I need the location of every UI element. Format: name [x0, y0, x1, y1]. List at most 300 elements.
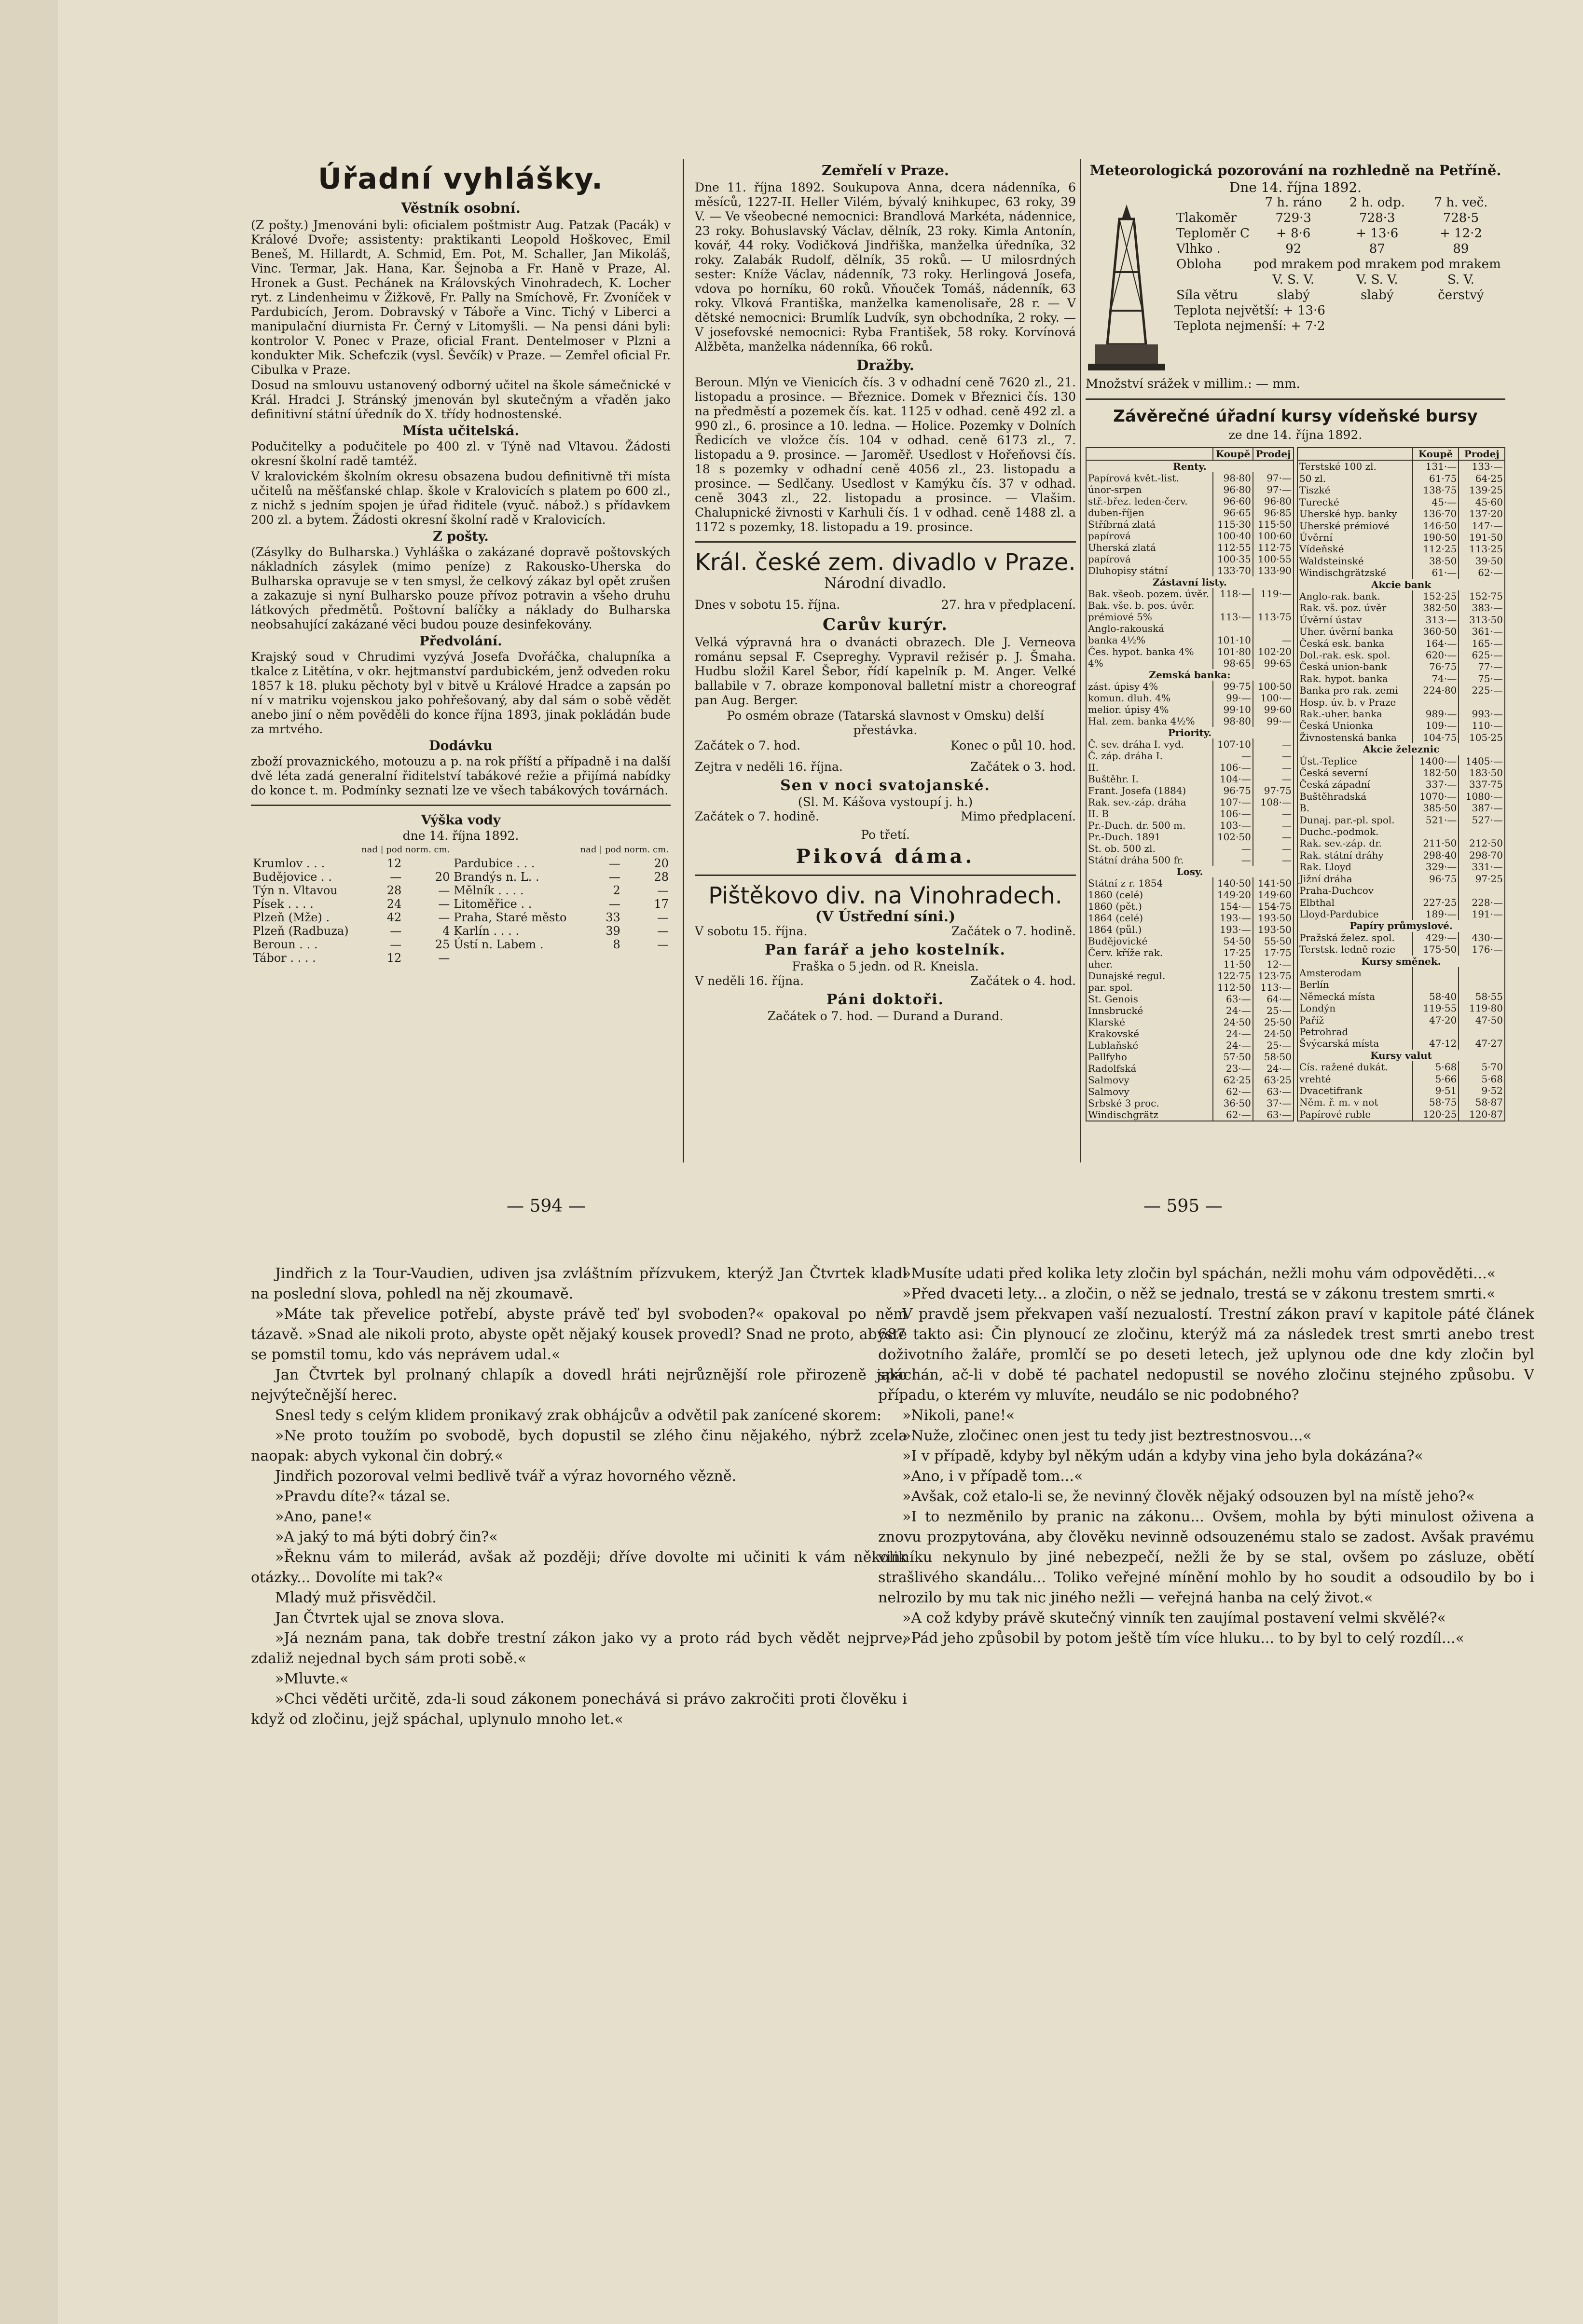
divider	[251, 805, 671, 806]
security-name: Terstsk. ledně rozie	[1299, 943, 1396, 956]
sell-price: 123·75	[1253, 970, 1294, 982]
security-name: Amsterodam	[1299, 967, 1362, 979]
story-paragraph: »Řeknu vám to milerád, avšak až později; dříve dovolte mi učiniti k vám několik otázky... Dovolíte mi tak?«	[251, 1549, 907, 1586]
sell-price: 100·60	[1253, 530, 1294, 542]
security-name: Uherské hyp. banky	[1299, 508, 1397, 520]
bourse-row	[1297, 602, 1505, 614]
bourse-row	[1297, 649, 1505, 661]
sell-price: 165·—	[1459, 638, 1505, 649]
security-name: banka 4½%	[1088, 634, 1146, 646]
sell-price: —	[1253, 854, 1294, 866]
story-paragraph: Jan Čtvrtek ujal se znova slova.	[275, 1610, 505, 1627]
station-name: Brandýs n. L. .	[454, 870, 539, 884]
bourse-date: ze dne 14. října 1892.	[1228, 428, 1363, 442]
story-paragraph: »Před dvaceti lety... a zločin, o něž se jednalo, trestá se v zákonu trestem smrti.«	[902, 1285, 1496, 1302]
level-above: 8	[613, 938, 620, 951]
bourse-row	[1086, 704, 1294, 715]
level-above: 24	[386, 897, 402, 911]
station-name	[452, 951, 574, 965]
buy-price: 182·50	[1413, 767, 1459, 779]
sell-price: 58·87	[1459, 1096, 1505, 1108]
buy-price: 385·50	[1413, 802, 1459, 814]
story-paragraph: V pravdě jsem překvapen vaší nezualostí. Trestní zákon praví v kapitole páté článek 687 takto asi: Čin plynoucí ze zločinu, kterýž má za následek trest smrti anebo trest doživotního žaláře, promlčí se po deseti letech, jež uplynou ode dne kdy zločin byl spáchán, ač-li v době té pachatel nedopustil se nového zločinu stejného způsobu. V případu, o kterém vy mluvíte, neudálo se nic podobného?	[878, 1306, 1534, 1404]
security-name: Innsbrucké	[1088, 1005, 1143, 1016]
bourse-row	[1086, 993, 1294, 1005]
security-name: Elbthal	[1299, 896, 1335, 908]
meteo-value: 87	[1369, 242, 1385, 256]
sell-price: 9·52	[1459, 1085, 1505, 1096]
teaching-posts-heading: Místa učitelská.	[402, 424, 519, 438]
play-description: Fraška o 5 jedn. od R. Kneisla.	[792, 959, 979, 973]
bourse-row	[1086, 935, 1294, 947]
bourse-row	[1086, 982, 1294, 993]
bourse-row	[1297, 460, 1505, 472]
page-number-right: — 595 —	[1143, 1196, 1223, 1216]
security-name: Petrohrad	[1299, 1025, 1349, 1038]
vestnik-heading: Věstník osobní.	[401, 200, 521, 216]
buy-price: —	[1213, 854, 1253, 866]
sell-price: 383·—	[1459, 602, 1505, 614]
security-name: Rak.-uher. banka	[1299, 708, 1383, 720]
buy-price: 107·—	[1213, 796, 1253, 808]
bourse-category: Priority.	[1168, 727, 1212, 738]
level-below: —	[657, 924, 669, 938]
buy-price: 104·—	[1213, 773, 1253, 785]
security-name: 1860 (celé)	[1088, 889, 1143, 901]
bourse-row	[1086, 750, 1294, 762]
sell-price: —	[1253, 634, 1294, 646]
buy-price: 101·10	[1213, 634, 1253, 646]
bourse-row	[1086, 912, 1294, 924]
buy-price: 1400·—	[1413, 755, 1459, 767]
bourse-row	[1086, 877, 1294, 889]
buy-price: 101·80	[1213, 646, 1253, 657]
start-time: Začátek o 7. hod.	[695, 738, 801, 752]
buy-price: 100·35	[1213, 553, 1253, 565]
story-paragraph: Mladý muž přisvědčil.	[275, 1589, 437, 1606]
bourse-row	[1297, 743, 1505, 755]
sell-price: 63·—	[1253, 1109, 1294, 1121]
bourse-row	[1297, 1073, 1505, 1085]
water-level-row	[251, 924, 671, 938]
bourse-row	[1086, 1005, 1294, 1016]
buy-price: 36·50	[1213, 1097, 1253, 1109]
column-rule	[1080, 159, 1081, 1162]
buy-price: 329·—	[1413, 861, 1459, 873]
sell-price: 75·—	[1459, 673, 1505, 684]
meteo-colhead: 2 h. odp.	[1349, 195, 1405, 210]
bourse-row	[1297, 661, 1505, 672]
bourse-row	[1086, 901, 1294, 912]
level-above: —	[608, 897, 620, 911]
sell-price: 137·20	[1459, 508, 1505, 519]
bourse-row	[1086, 854, 1294, 866]
bourse-category: Kursy směnek.	[1361, 955, 1441, 967]
security-name: Rak. státní dráhy	[1299, 849, 1384, 861]
sell-price: 25·—	[1253, 1005, 1294, 1016]
security-name: Úvěrní ústav	[1299, 614, 1362, 626]
sell-price: 625·—	[1459, 649, 1505, 661]
story-paragraph: Snesl tedy s celým klidem pronikavý zrak obhájcův a odvětil pak zanícené skorem:	[275, 1407, 882, 1424]
show-date: V sobotu 15. října.	[695, 924, 808, 938]
bourse-row	[1297, 956, 1505, 967]
security-name: Státní dráha 500 fr.	[1088, 854, 1184, 866]
sell-price: 97·25	[1459, 873, 1505, 885]
security-name: Cís. ražené dukát.	[1299, 1061, 1388, 1073]
buy-price: 521·—	[1413, 814, 1459, 826]
buy-price: 122·75	[1213, 970, 1253, 982]
security-name: Pr.-Duch. 1891	[1088, 831, 1161, 843]
meteo-row	[1174, 241, 1503, 257]
buy-price: 149·20	[1213, 889, 1253, 901]
bourse-row	[1297, 1096, 1505, 1108]
security-name: Dol.-rak. esk. spol.	[1299, 649, 1390, 661]
security-name: St. Genois	[1088, 993, 1138, 1005]
bourse-row	[1086, 484, 1294, 495]
show-date: Dnes v sobotu 15. října.	[695, 598, 840, 612]
bourse-category: Kursy valut	[1370, 1049, 1432, 1061]
sell-price: 430·—	[1459, 932, 1505, 943]
post-paragraph: (Zásylky do Bulharska.) Vyhláška o zakázané dopravě poštovských nákladních zásylek (mimo peníze) z Rakousko-Uherska do Bulharska opravuje se v ten smysl, že celkový zákaz byl opět zrušen a zakazuje si nyní Bulharsko pouze přívoz potravin a všeho druhu látkových předmětů. Poštovní balíčky a náklady do Bulharska neobsahující zakázané věci budou pouze desinfekovány.	[251, 545, 671, 631]
security-name: Německá místa	[1299, 990, 1376, 1002]
sell-price	[1459, 1026, 1505, 1038]
bourse-row	[1297, 484, 1505, 496]
level-below: —	[438, 897, 450, 911]
bourse-row	[1297, 532, 1505, 543]
auctions-paragraph: Beroun. Mlýn ve Vienicích čís. 3 v odhadní ceně 7620 zl., 21. listopadu a prosince. — Březnice. Domek v Březnici čís. 130 na předměstí a pozemek čís. kat. 1125 v odhad. ceně 492 zl. a 990 zl., 6. prosince a 10. ledna. — Holice. Pozemky v Dolních Ředicích ve vložce čís. 104 v odhad. ceně 6173 zl., 7. listopadu a 9. prosince. — Jaroměř. Usedlost v Hořeňovsi čís. 18 s pozemky v odhadní ceně 4056 zl., 23. listopadu a prosince. — Sedlčany. Usedlost v Kamýku čís. 37 v odhad. ceně 3043 zl., 22. listopadu a prosince. — Vlašim. Chalupnické živnosti v Karhuli čís. 1 v odhad. ceně 1488 zl. a 1172 s pozemky, 18. listopadu a 19. prosince.	[695, 375, 1076, 534]
buy-price: 106·—	[1213, 808, 1253, 820]
security-name: 1864 (celé)	[1088, 912, 1143, 924]
security-name: St. ob. 500 zl.	[1088, 843, 1156, 854]
station-name: Plzeň (Mže) .	[253, 911, 330, 924]
bourse-row	[1086, 843, 1294, 854]
vinohrady-theatre-sub: (V Ústřední síni.)	[815, 908, 956, 925]
security-name: B.	[1299, 802, 1310, 814]
bourse-row	[1086, 1028, 1294, 1039]
bourse-row	[1086, 1109, 1294, 1121]
buy-price: 112·50	[1213, 982, 1253, 993]
sell-price: 37·—	[1253, 1097, 1294, 1109]
water-colhead: nad | pod norm. cm.	[580, 845, 669, 855]
bourse-row	[1086, 762, 1294, 773]
security-name: Uherská zlatá	[1088, 542, 1156, 553]
buy-price: 104·75	[1413, 732, 1459, 743]
story-paragraph: »Mluvte.«	[275, 1670, 349, 1687]
level-below: 4	[442, 924, 450, 938]
security-name: Švýcarská místa	[1299, 1038, 1379, 1050]
supply-heading: Dodávku	[429, 738, 493, 753]
tuesday-note: Po třetí.	[861, 828, 910, 842]
security-name: Bak. všeob. pozem. úvěr.	[1088, 588, 1210, 600]
security-name: 4%	[1088, 657, 1103, 669]
buy-price: 211·50	[1413, 837, 1459, 849]
level-below	[622, 951, 671, 965]
national-theatre-title: Král. české zem. divadlo v Praze.	[695, 549, 1076, 576]
bourse-heading: Závěrečné úřadní kursy vídeňské bursy	[1113, 407, 1478, 426]
buy-price: 23·—	[1213, 1063, 1253, 1074]
meteo-date: Dne 14. října 1892.	[1229, 179, 1362, 195]
level-below: —	[438, 951, 450, 965]
bourse-row	[1297, 755, 1505, 767]
buy-price: 189·—	[1413, 908, 1459, 920]
security-name: Lloyd-Pardubice	[1299, 908, 1379, 920]
station-name: Písek . . . .	[253, 897, 314, 911]
bourse-row	[1297, 897, 1505, 908]
bourse-row	[1086, 519, 1294, 530]
security-name: Rak. sev.-záp. dráha	[1088, 796, 1186, 808]
meteo-value: pod mrakem	[1253, 257, 1334, 272]
security-name: Dvacetifrank	[1299, 1085, 1363, 1096]
bourse-row	[1297, 496, 1505, 508]
story-paragraph: »Chci věděti určitě, zda-li soud zákonem ponechává si právo zakročiti proti člověku i když od zločinu, jejž spáchal, uplynulo mnoho let.«	[251, 1691, 907, 1728]
security-name: Klarské	[1088, 1016, 1126, 1028]
end-time: Konec o půl 10. hod.	[950, 738, 1076, 752]
sell-price: 119·80	[1459, 1002, 1505, 1014]
buy-price	[1413, 697, 1459, 708]
play-note: (Sl. M. Kášova vystoupí j. h.)	[798, 795, 973, 809]
buy-price	[1413, 885, 1459, 896]
sell-price: —	[1253, 762, 1294, 773]
buy-price	[1413, 967, 1459, 979]
play-description: Velká výpravná hra o dvanácti obrazech. Dle J. Verneova románu sepsal F. Csepreghy. Vypravil režisér p. J. Šmaha. Hudbu složil Karel Šebor, řídí kapelník p. M. Anger. Velké ballabile v 7. obraze komponoval balletní mistr a choreograf pan Aug. Berger.	[695, 635, 1076, 707]
supply-paragraph: zboží provaznického, motouzu a p. na rok příští a případně i na další dvě léta zadá generalní řiditelství tabákové režie a přijímá nabídky do konce t. m. Podmínky seznati lze ve všech tabákových továrnách.	[251, 754, 671, 797]
buy-price: —	[1213, 750, 1253, 762]
bourse-row	[1086, 866, 1294, 877]
security-name: Papírová květ.-list.	[1088, 472, 1179, 484]
bourse-row	[1297, 508, 1505, 519]
bourse-row	[1297, 708, 1505, 720]
meteo-value: 92	[1285, 242, 1302, 256]
station-name: Karlín . . . .	[454, 924, 519, 938]
bourse-row	[1086, 1063, 1294, 1074]
security-name: Salmovy	[1088, 1086, 1129, 1097]
bourse-row	[1086, 831, 1294, 843]
story-column-right	[878, 1264, 1534, 2219]
security-name: II. B	[1088, 808, 1109, 820]
story-paragraph: »A což kdyby právě skutečný vinník ten zaujímal postavení velmi skvělé?«	[902, 1610, 1446, 1627]
buy-price	[1413, 979, 1459, 990]
column-rule	[683, 159, 684, 1162]
sell-price: 141·50	[1253, 877, 1294, 889]
buy-price: 54·50	[1213, 935, 1253, 947]
play-title: Pan farář a jeho kostelník.	[765, 942, 1006, 958]
deaths-heading: Zemřelí v Praze.	[821, 162, 949, 178]
buy-price: 24·50	[1213, 1016, 1253, 1028]
meteo-label: Síla větru	[1176, 288, 1238, 302]
sell-price: 24·—	[1253, 1063, 1294, 1074]
buy-price: 24·—	[1213, 1005, 1253, 1016]
story-paragraph: Jindřich z la Tour-Vaudien, udiven jsa zvláštním přízvukem, kterýž Jan Čtvrtek kladl na poslední slova, pohledl na něj zkoumavě.	[251, 1265, 907, 1302]
bourse-row	[1297, 1050, 1505, 1061]
bourse-category: Papíry průmyslové.	[1349, 920, 1453, 932]
buy-price: 98·65	[1213, 657, 1253, 669]
meteo-row	[1174, 226, 1503, 241]
water-level-row	[251, 857, 671, 870]
buy-price: 175·50	[1413, 943, 1459, 955]
level-above: 12	[386, 951, 402, 965]
buy-price: 112·25	[1413, 543, 1459, 555]
station-name: Plzeň (Radbuza)	[253, 924, 349, 938]
meteo-value: V. S. V.	[1272, 273, 1315, 287]
bourse-row	[1086, 1039, 1294, 1051]
bourse-row	[1086, 715, 1294, 727]
sell-price: 337·75	[1459, 779, 1505, 790]
teaching-posts-paragraph: Podučitelky a podučitele po 400 zl. v Týně nad Vltavou. Žádosti okresní školní radě tamtéž.	[251, 439, 671, 468]
bourse-row	[1086, 947, 1294, 958]
sell-price: 193·50	[1253, 924, 1294, 935]
buy-price: 76·75	[1413, 661, 1459, 672]
buy-price: 47·20	[1413, 1014, 1459, 1026]
bourse-row	[1086, 495, 1294, 507]
bourse-row	[1297, 567, 1505, 578]
sell-price: 120·87	[1459, 1108, 1505, 1121]
sell-price: 25·50	[1253, 1016, 1294, 1028]
bourse-row	[1086, 1051, 1294, 1063]
bourse-row	[1086, 507, 1294, 519]
water-level-row	[251, 897, 671, 911]
newspaper-page	[58, 0, 1583, 2324]
buy-price: 99·10	[1213, 704, 1253, 715]
meteo-value: 729·3	[1275, 211, 1311, 225]
meteo-heading: Meteorologická pozorování na rozhledně na Petříně.	[1089, 162, 1501, 178]
buy-price: 100·40	[1213, 530, 1253, 542]
buy-price: 337·—	[1413, 779, 1459, 790]
bourse-row	[1297, 920, 1505, 931]
bourse-row	[1297, 943, 1505, 955]
buy-price: 113·—	[1213, 611, 1253, 623]
buy-price: 313·—	[1413, 614, 1459, 626]
security-name: Jižní dráha	[1299, 873, 1352, 885]
sell-price: 193·50	[1253, 912, 1294, 924]
sell-price	[1459, 967, 1505, 979]
meteo-value: S. V.	[1447, 273, 1474, 287]
meteo-colhead: 7 h. več.	[1434, 195, 1488, 210]
sell-price: 176·—	[1459, 943, 1505, 955]
buy-price: 360·50	[1413, 626, 1459, 637]
bourse-row	[1086, 808, 1294, 820]
bourse-row	[1086, 681, 1294, 692]
buy-price: 74·—	[1413, 673, 1459, 684]
bourse-row	[1086, 565, 1294, 576]
security-name: Duchc.-podmok.	[1299, 826, 1379, 838]
sell-price	[1253, 600, 1294, 611]
buy-price: 620·—	[1413, 649, 1459, 661]
story-paragraph: »Ne proto toužím po svobodě, bych dopustil se zlého činu nějakého, nýbrž zcela naopak: abych vykonal čin dobrý.«	[251, 1427, 907, 1464]
bourse-row	[1086, 1016, 1294, 1028]
station-name: Týn n. Vltavou	[253, 884, 338, 897]
level-below: 20	[435, 870, 450, 884]
story-paragraph: »Ano, i v případě tom...«	[902, 1468, 1083, 1485]
bourse-colhead: Prodej	[1253, 448, 1294, 460]
meteo-value: slabý	[1361, 288, 1394, 302]
sell-price: —	[1253, 831, 1294, 843]
water-level-date: dne 14. října 1892.	[402, 829, 519, 843]
security-name: vrehté	[1299, 1073, 1331, 1085]
story-paragraph: »Nuže, zločinec onen jest tu tedy jist beztrestnosvou...«	[902, 1427, 1312, 1444]
bourse-row	[1297, 873, 1505, 885]
sell-price: 113·25	[1459, 543, 1505, 555]
sell-price: —	[1253, 843, 1294, 854]
level-below: —	[657, 938, 669, 951]
level-below: —	[438, 911, 450, 924]
sell-price: 100·50	[1253, 681, 1294, 692]
buy-price: 146·50	[1413, 520, 1459, 532]
buy-price: 164·—	[1413, 638, 1459, 649]
sell-price: 58·50	[1253, 1051, 1294, 1063]
water-level-table	[251, 843, 671, 965]
sell-price: 113·—	[1253, 982, 1294, 993]
level-above: 33	[606, 911, 620, 924]
buy-price: 96·65	[1213, 507, 1253, 519]
security-name: 1864 (půl.)	[1088, 924, 1142, 935]
buy-price: 227·25	[1413, 897, 1459, 908]
buy-price: 96·75	[1413, 873, 1459, 885]
buy-price: 193·—	[1213, 912, 1253, 924]
page-number-left: — 594 —	[507, 1196, 586, 1216]
security-name: Česká západní	[1299, 779, 1371, 791]
level-below: 17	[654, 897, 669, 911]
security-name: Tiszké	[1299, 484, 1331, 496]
water-level-row	[251, 911, 671, 924]
sell-price: 47·50	[1459, 1014, 1505, 1026]
bourse-row	[1086, 1074, 1294, 1086]
security-name: Rak. Lloyd	[1299, 861, 1352, 873]
sell-price: —	[1253, 750, 1294, 762]
buy-price: 62·—	[1213, 1086, 1253, 1097]
bourse-row	[1297, 473, 1505, 484]
bourse-row	[1086, 611, 1294, 623]
column-deaths-theatre	[695, 159, 1076, 1162]
meteo-row	[1174, 272, 1503, 287]
level-above: 28	[386, 884, 402, 897]
meteo-value: + 13·6	[1356, 226, 1399, 241]
bourse-category: Zástavní listy.	[1153, 576, 1227, 588]
buy-price: 382·50	[1413, 602, 1459, 614]
divider	[1086, 398, 1505, 400]
buy-price: 24·—	[1213, 1039, 1253, 1051]
buy-price: 5·66	[1413, 1073, 1459, 1085]
bourse-row	[1297, 732, 1505, 743]
bourse-row	[1086, 576, 1294, 588]
sell-price: 527·—	[1459, 814, 1505, 826]
bourse-row	[1086, 773, 1294, 785]
buy-price: 298·40	[1413, 849, 1459, 861]
sell-price: 133·—	[1459, 460, 1505, 472]
buy-price: 47·12	[1413, 1038, 1459, 1049]
column-weather-bourse	[1086, 159, 1505, 1162]
deaths-paragraph: Dne 11. října 1892. Soukupova Anna, dcera nádenníka, 6 měsíců, 1227-II. Heller Vilém, bývalý knihkupec, 63 roky, 39 V. — Ve všeobecné nemocnici: Brandlová Markéta, nádennice, 23 roky. Bohuslavský Václav, dělník, 23 roky. Kimla Antonín, kovář, 44 roky. Vodičková Jindřiška, manželka úředníka, 32 roky. Zalabák Rudolf, dělník, 35 roků. — U milosrdných sester: Kníže Václav, nádenník, 73 roky. Herlingová Josefa, vdova po horníku, 60 roků. Vňouček Tomáš, nádenník, 63 roky. Vlková Františka, manželka kamenolisaře, 28 r. — V dětské nemocnici: Brumlík Ludvík, syn obchodníka, 2 roky. — V josefovské nemocnici: Ryba František, 58 roky. Korvínová Alžběta, manželka nádenníka, 66 roků.	[695, 180, 1076, 354]
divider	[695, 875, 1076, 876]
station-name: Pardubice . . .	[454, 857, 535, 870]
security-name: Česká Unionka	[1299, 720, 1373, 732]
bourse-row	[1086, 889, 1294, 901]
sell-price: 1405·—	[1459, 755, 1505, 767]
buy-price: 193·—	[1213, 924, 1253, 935]
bourse-row	[1086, 820, 1294, 831]
story-paragraph: »Avšak, což etalo-li se, že nevinný člověk nějaký odsouzen byl na místě jeho?«	[902, 1488, 1475, 1505]
sell-price: 97·—	[1253, 472, 1294, 484]
sell-price: 119·—	[1253, 588, 1294, 600]
bourse-row	[1297, 614, 1505, 626]
sell-price: 97·75	[1253, 785, 1294, 796]
meteo-label: Obloha	[1176, 257, 1222, 272]
buy-price: 131·—	[1413, 460, 1459, 472]
buy-price: 57·50	[1213, 1051, 1253, 1063]
security-name: prémiové 5%	[1088, 611, 1152, 623]
security-name: Terstské 100 zl.	[1299, 461, 1377, 473]
bourse-row	[1297, 861, 1505, 873]
water-level-row	[251, 884, 671, 897]
